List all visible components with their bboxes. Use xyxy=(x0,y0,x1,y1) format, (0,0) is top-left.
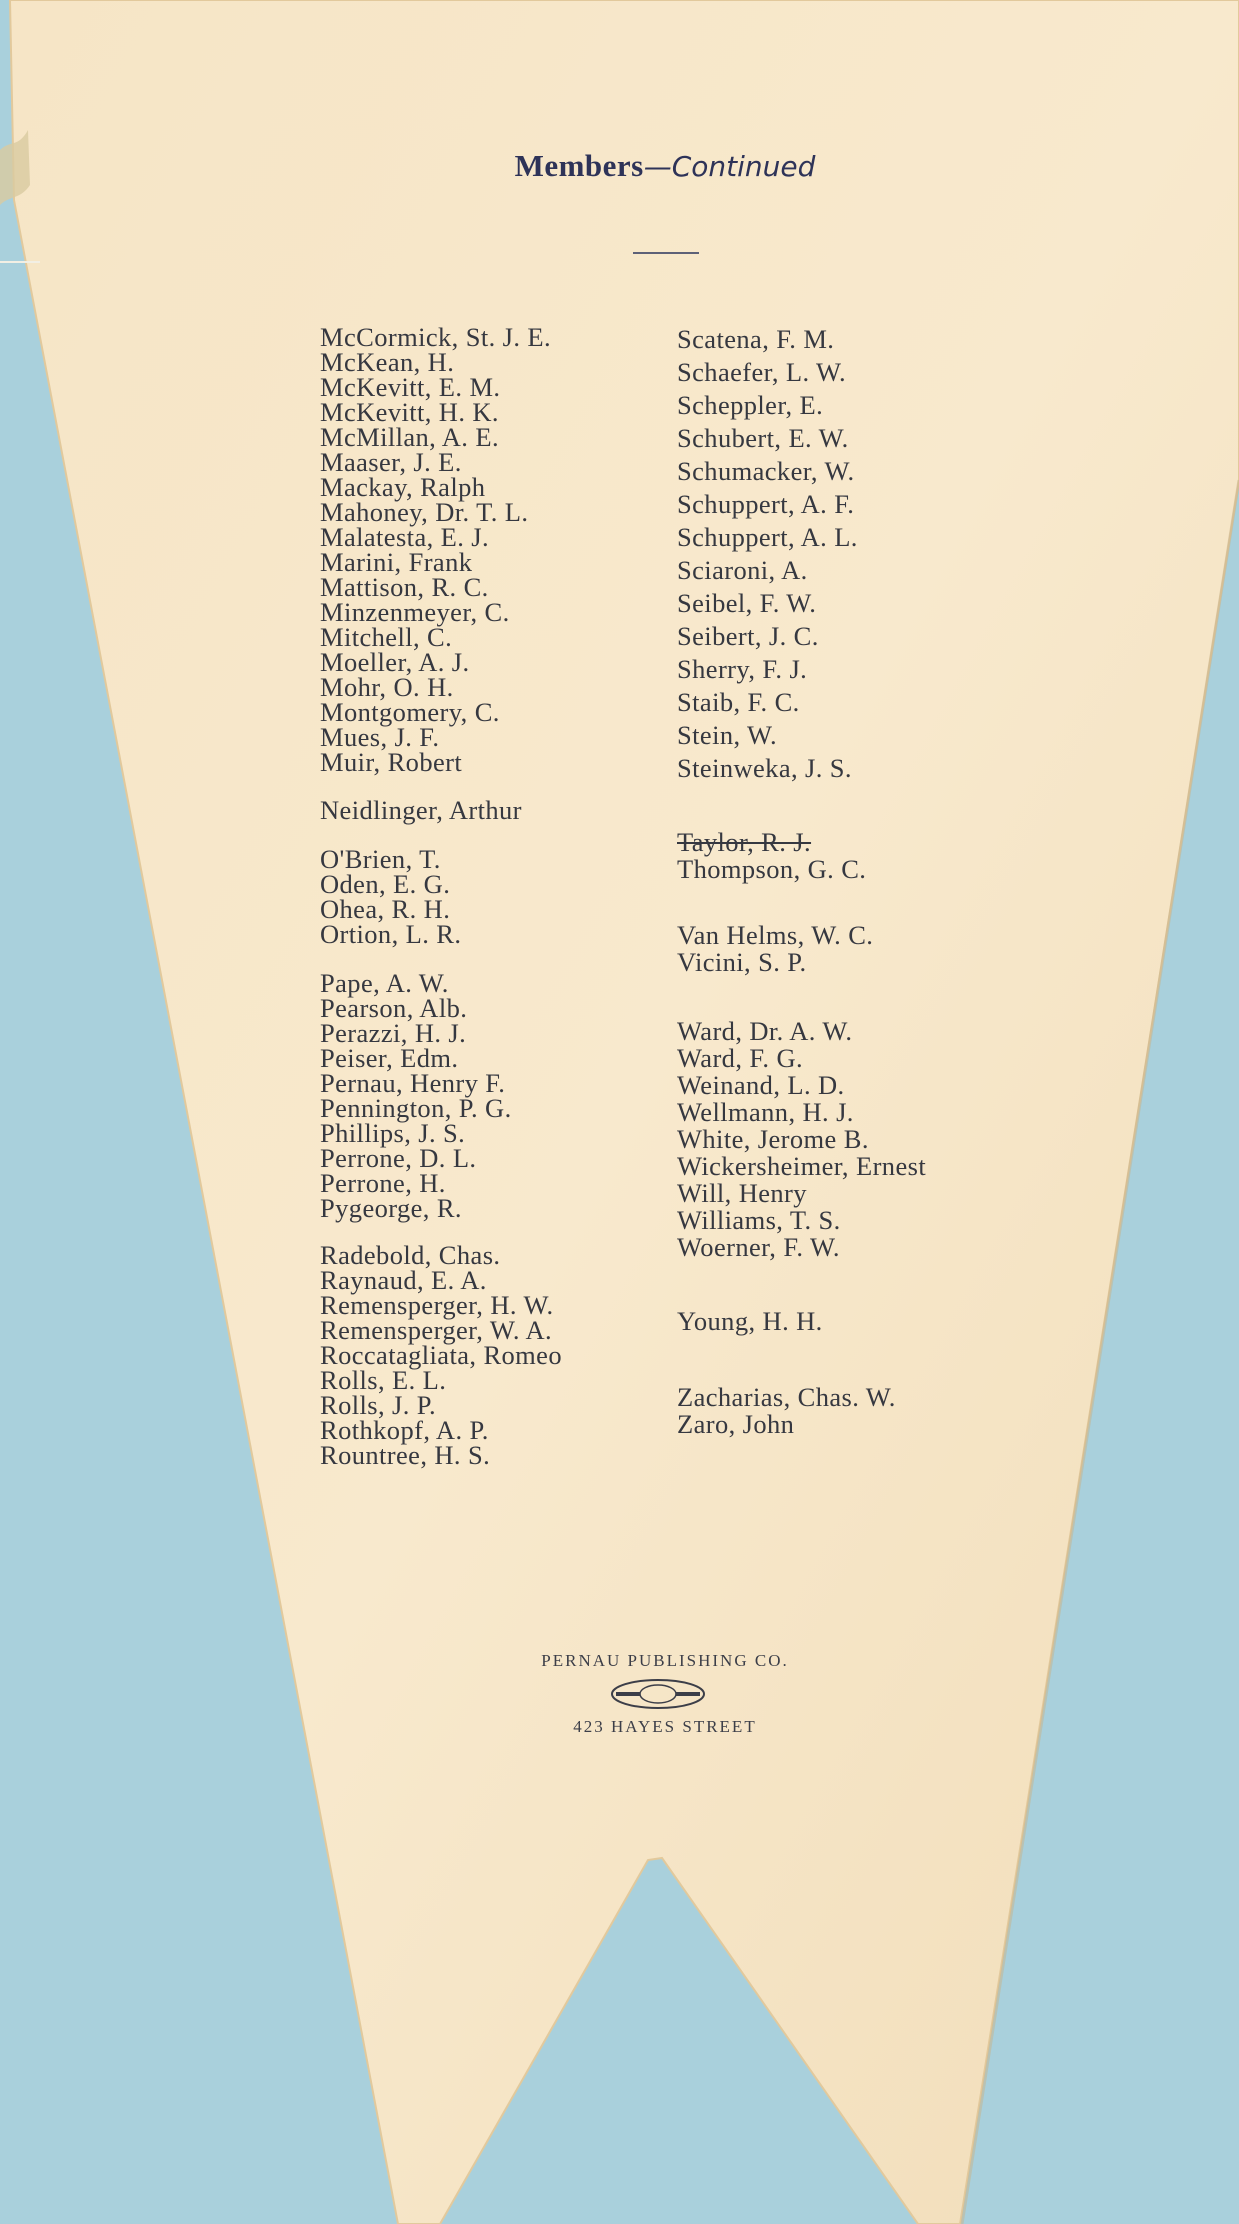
member-name: Malatesta, E. J. xyxy=(320,522,490,552)
member-name: Schuppert, A. L. xyxy=(677,522,858,552)
heading-members: Members xyxy=(514,148,644,183)
member-name: Minzenmeyer, C. xyxy=(320,597,510,627)
member-name: Montgomery, C. xyxy=(320,697,500,727)
member-name: Schaefer, L. W. xyxy=(677,357,847,387)
member-name: Taylor, R. J. xyxy=(677,827,812,857)
member-name: Zacharias, Chas. W. xyxy=(677,1382,896,1412)
member-name: Muir, Robert xyxy=(320,747,463,777)
publisher-address: 423 HAYES STREET xyxy=(573,1717,757,1736)
member-name: Perrone, H. xyxy=(320,1168,446,1198)
heading-divider xyxy=(633,252,699,254)
member-name: Wickersheimer, Ernest xyxy=(677,1151,927,1181)
member-name: Williams, T. S. xyxy=(677,1205,841,1235)
member-name: Radebold, Chas. xyxy=(320,1240,501,1270)
member-name: Pennington, P. G. xyxy=(320,1093,512,1123)
member-name: Thompson, G. C. xyxy=(677,854,867,884)
member-name: Rolls, J. P. xyxy=(320,1390,437,1420)
member-name: Seibert, J. C. xyxy=(677,621,819,651)
member-name: McKevitt, E. M. xyxy=(320,372,501,402)
member-name: Moeller, A. J. xyxy=(320,647,470,677)
member-name: Vicini, S. P. xyxy=(677,947,807,977)
member-name: Van Helms, W. C. xyxy=(677,920,874,950)
member-name: McKevitt, H. K. xyxy=(320,397,499,427)
member-name: Raynaud, E. A. xyxy=(320,1265,487,1295)
member-name: Woerner, F. W. xyxy=(677,1232,840,1262)
member-name: Mahoney, Dr. T. L. xyxy=(320,497,529,527)
union-label-icon xyxy=(610,1678,706,1710)
pennant-shape xyxy=(10,0,1239,2224)
member-name: Rountree, H. S. xyxy=(320,1440,491,1470)
member-name: Zaro, John xyxy=(677,1409,795,1439)
member-name: Young, H. H. xyxy=(677,1306,823,1336)
member-name: Phillips, J. S. xyxy=(320,1118,466,1148)
member-name: Oden, E. G. xyxy=(320,869,451,899)
member-name: Roccatagliata, Romeo xyxy=(320,1340,562,1370)
member-name: Scatena, F. M. xyxy=(677,324,835,354)
member-name: Rolls, E. L. xyxy=(320,1365,447,1395)
member-name: Weinand, L. D. xyxy=(677,1070,845,1100)
member-name: Remensperger, W. A. xyxy=(320,1315,553,1345)
member-name: Steinweka, J. S. xyxy=(677,753,852,783)
member-name: Schubert, E. W. xyxy=(677,423,849,453)
member-name: Mues, J. F. xyxy=(320,722,440,752)
member-name: Remensperger, H. W. xyxy=(320,1290,554,1320)
member-name: Stein, W. xyxy=(677,720,778,750)
member-name: O'Brien, T. xyxy=(320,844,441,874)
member-name: Schuppert, A. F. xyxy=(677,489,855,519)
member-name: Ward, F. G. xyxy=(677,1043,804,1073)
heading-continued: —Continued xyxy=(643,150,816,183)
member-name: Pernau, Henry F. xyxy=(320,1068,506,1098)
member-name: Peiser, Edm. xyxy=(320,1043,459,1073)
member-name: Wellmann, H. J. xyxy=(677,1097,854,1127)
member-name: Ward, Dr. A. W. xyxy=(677,1016,853,1046)
publisher-name: PERNAU PUBLISHING CO. xyxy=(541,1651,789,1670)
member-name: Mattison, R. C. xyxy=(320,572,489,602)
member-name: Perazzi, H. J. xyxy=(320,1018,467,1048)
member-name: Neidlinger, Arthur xyxy=(320,795,522,825)
member-name: Sherry, F. J. xyxy=(677,654,808,684)
member-name: Maaser, J. E. xyxy=(320,447,462,477)
member-name: Mackay, Ralph xyxy=(320,472,486,502)
member-name: Pape, A. W. xyxy=(320,968,449,998)
member-name: Marini, Frank xyxy=(320,547,473,577)
member-name: Rothkopf, A. P. xyxy=(320,1415,489,1445)
member-name: Scheppler, E. xyxy=(677,390,824,420)
member-name: Schumacker, W. xyxy=(677,456,855,486)
member-name: McKean, H. xyxy=(320,347,455,377)
member-name: Mohr, O. H. xyxy=(320,672,454,702)
member-name: Pearson, Alb. xyxy=(320,993,468,1023)
member-name: Will, Henry xyxy=(677,1178,807,1208)
member-name: Perrone, D. L. xyxy=(320,1143,477,1173)
member-name: Ortion, L. R. xyxy=(320,919,462,949)
member-name: McCormick, St. J. E. xyxy=(320,322,552,352)
member-name: White, Jerome B. xyxy=(677,1124,869,1154)
member-name: Sciaroni, A. xyxy=(677,555,808,585)
page-heading xyxy=(0,148,1239,184)
member-name: Mitchell, C. xyxy=(320,622,453,652)
member-name: Pygeorge, R. xyxy=(320,1193,462,1223)
member-name: Staib, F. C. xyxy=(677,687,800,717)
member-name: McMillan, A. E. xyxy=(320,422,499,452)
member-name: Seibel, F. W. xyxy=(677,588,817,618)
member-name: Ohea, R. H. xyxy=(320,894,451,924)
